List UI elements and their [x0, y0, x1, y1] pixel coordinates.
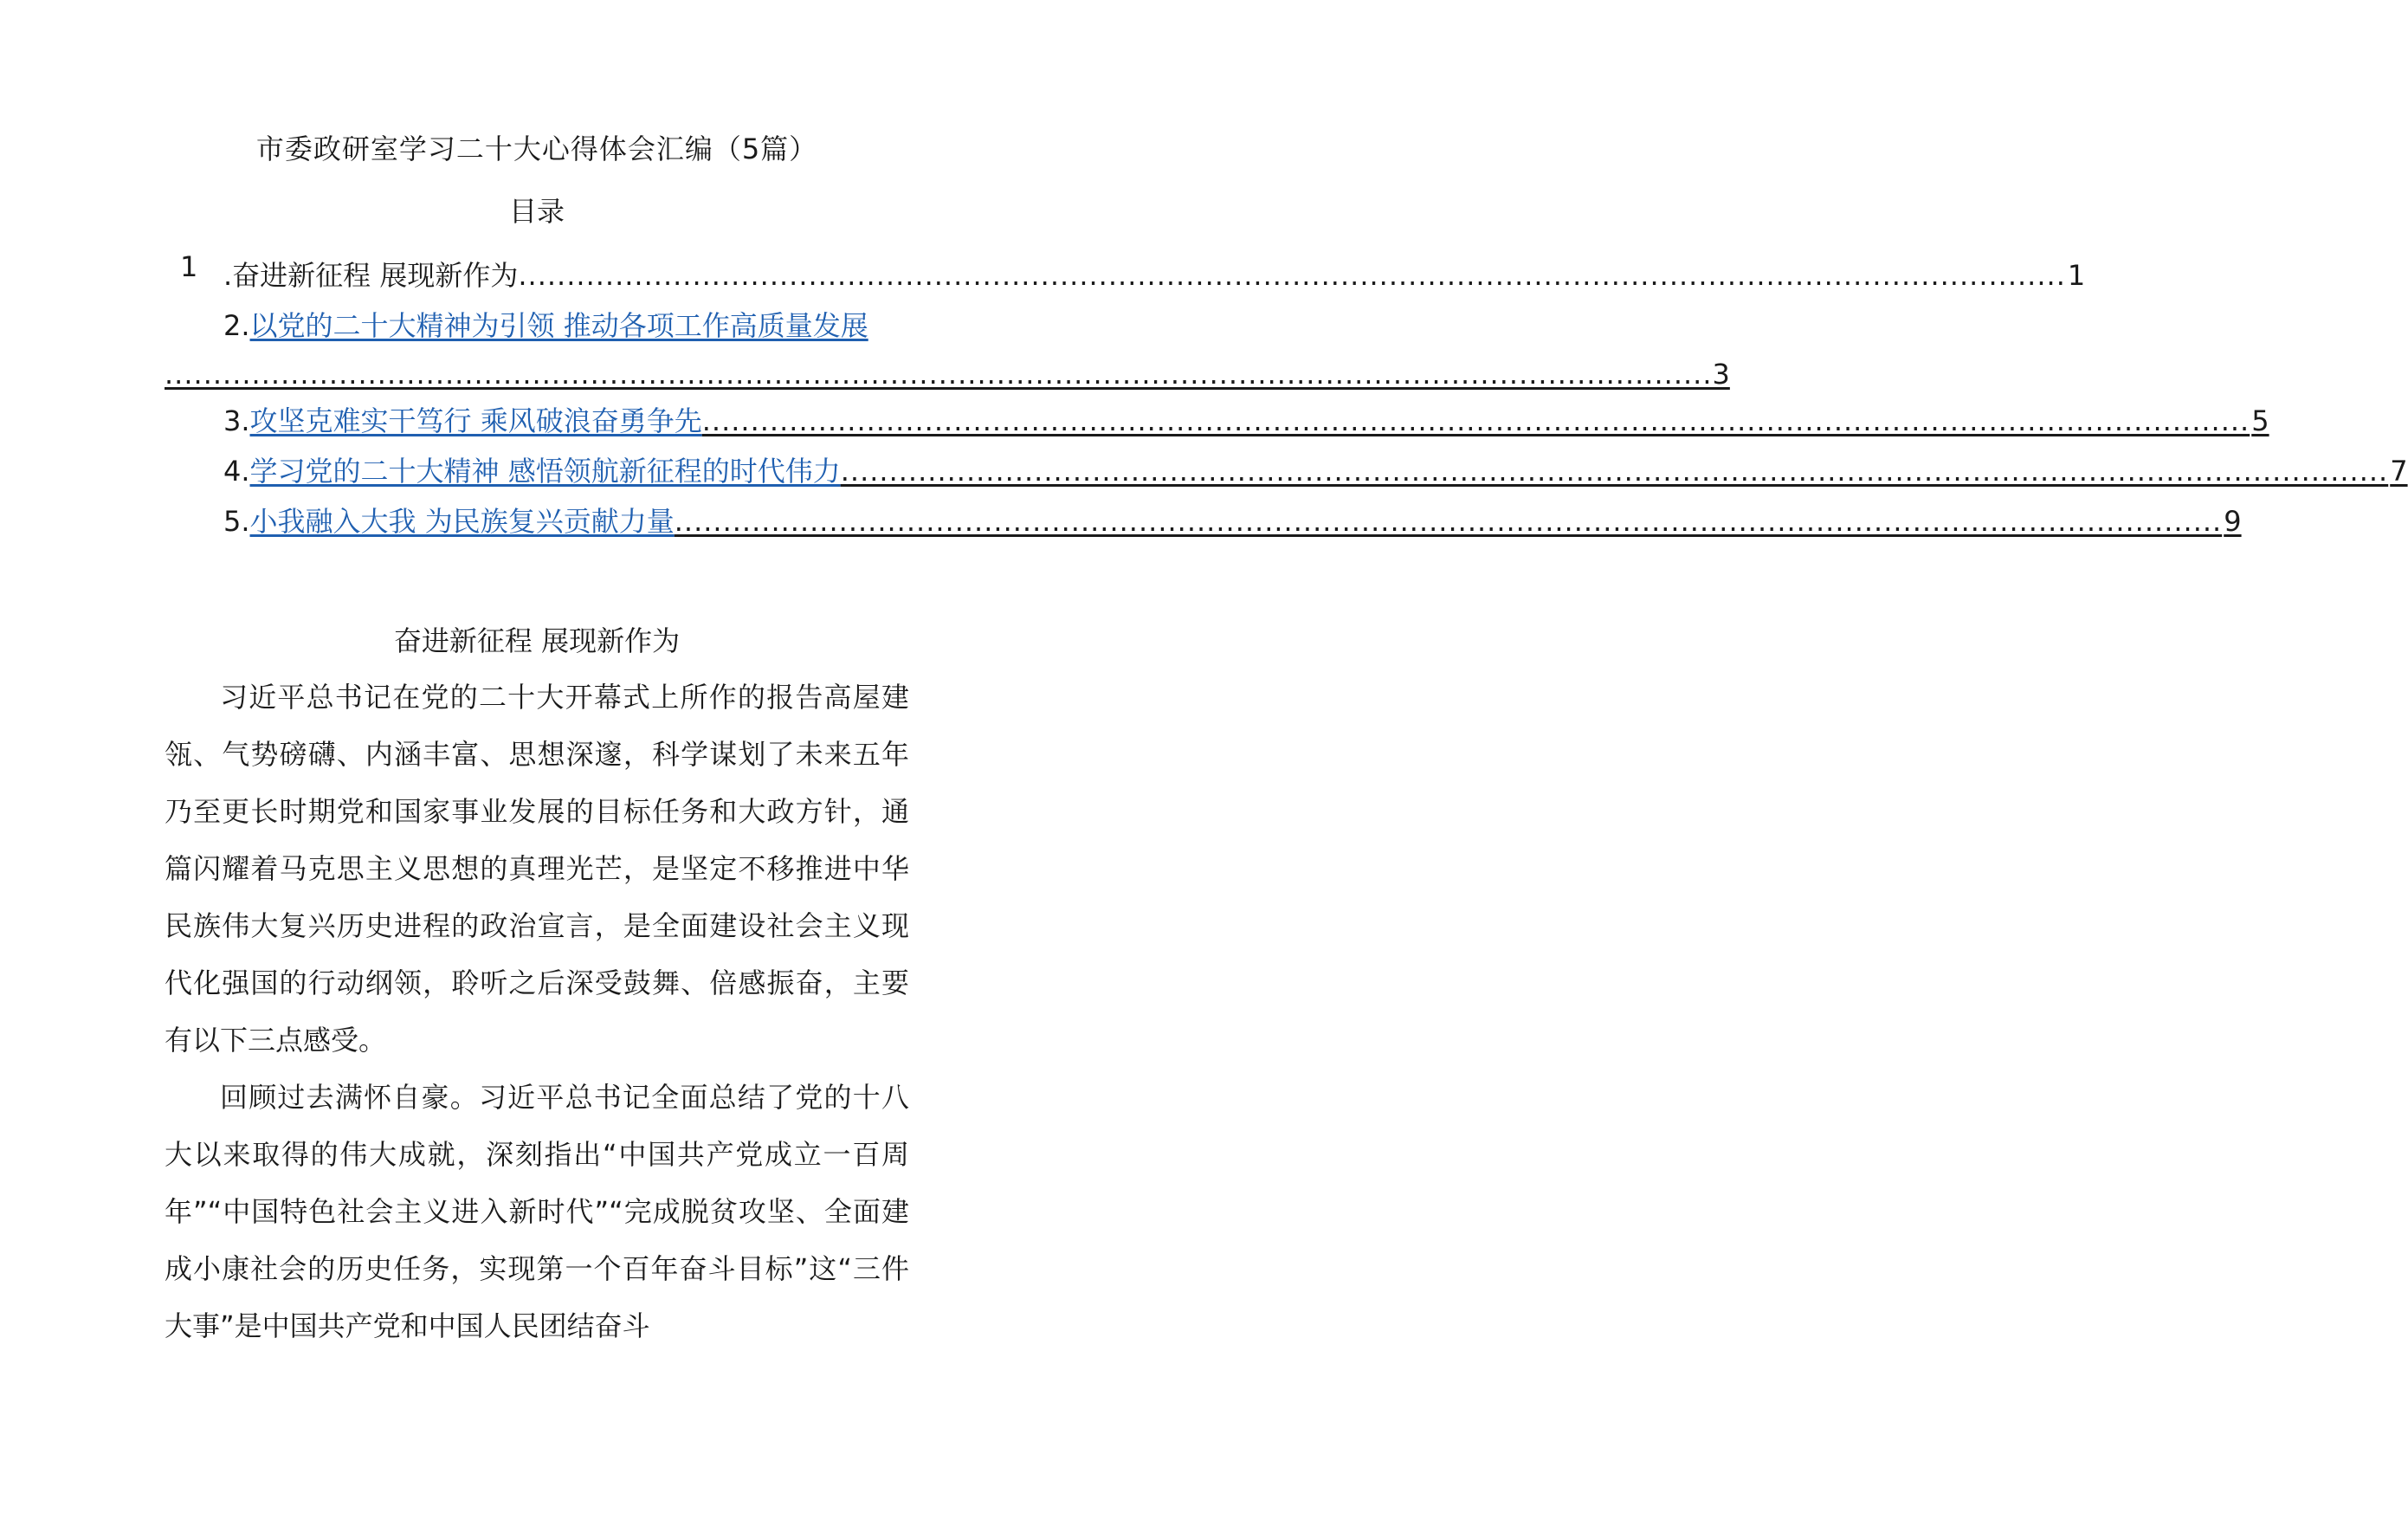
- toc-item-4-leader: ................................................................................................................................................................: [840, 455, 2389, 488]
- toc-item-4[interactable]: [223, 452, 2408, 490]
- toc-item-1-number: 1: [180, 250, 198, 283]
- body-paragraph-1: 习近平总书记在党的二十大开幕式上所作的报告高屋建瓴、气势磅礴、内涵丰富、思想深邃，科学谋划了未来五年乃至更长时期党和国家事业发展的目标任务和大政方针，通篇闪耀着马克思主义思想的真理光芒，是坚定不移推进中华民族伟大复兴历史进程的政治宣言，是全面建设社会主义现代化强国的行动纲领，聆听之后深受鼓舞、倍感振奋，主要有以下三点感受。: [165, 681, 909, 1057]
- toc-item-1-leader: ................................................................................................................................................................: [518, 259, 2066, 292]
- toc-item-3-page: 5: [2251, 404, 2269, 437]
- toc-item-2-page: 3: [1712, 358, 1730, 391]
- toc-item-4-link[interactable]: 学习党的二十大精神 感悟领航新征程的时代伟力: [249, 455, 841, 488]
- toc-item-4-page: 7: [2390, 455, 2408, 488]
- toc-item-3[interactable]: [223, 402, 2269, 440]
- toc-item-5-number: 5.: [223, 505, 250, 538]
- toc-item-5-page: 9: [2224, 505, 2242, 538]
- toc-item-1-label: 奋进新征程 展现新作为: [232, 259, 519, 292]
- toc-item-2-leader-line: [165, 355, 1730, 393]
- toc-item-3-link[interactable]: 攻坚克难实干笃行 乘风破浪奋勇争先: [249, 404, 702, 437]
- toc-item-1-page: 1: [2067, 259, 2086, 292]
- toc-item-2-number: 2.: [223, 309, 250, 342]
- toc-item-1-prefix: .: [223, 259, 233, 292]
- toc-item-3-leader: ................................................................................................................................................................: [701, 404, 2250, 437]
- toc-heading: 目录: [508, 195, 565, 228]
- toc-item-5-leader: ................................................................................................................................................................: [674, 505, 2223, 538]
- toc-item-3-number: 3.: [223, 404, 250, 437]
- toc-item-2[interactable]: [223, 307, 909, 345]
- toc-item-2-leader: ................................................................................................................................................................: [165, 358, 1713, 391]
- toc-item-4-number: 4.: [223, 455, 250, 488]
- toc-item-2-link[interactable]: 以党的二十大精神为引领 推动各项工作高质量发展: [249, 309, 868, 342]
- body-paragraph-2: 回顾过去满怀自豪。习近平总书记全面总结了党的十八大以来取得的伟大成就，深刻指出“中国共产党成立一百周年”“中国特色社会主义进入新时代”“完成脱贫攻坚、全面建成小康社会的历史任务，实现第一个百年奋斗目标”这“三件大事”是中国共产党和中国人民团结奋斗: [165, 1081, 909, 1342]
- section-title: 奋进新征程 展现新作为: [393, 624, 681, 657]
- toc-item-5[interactable]: [223, 502, 2242, 540]
- toc-item-1[interactable]: [223, 256, 2086, 294]
- toc-item-5-link[interactable]: 小我融入大我 为民族复兴贡献力量: [249, 505, 675, 538]
- document-title: 市委政研室学习二十大心得体会汇编（5篇）: [255, 133, 818, 165]
